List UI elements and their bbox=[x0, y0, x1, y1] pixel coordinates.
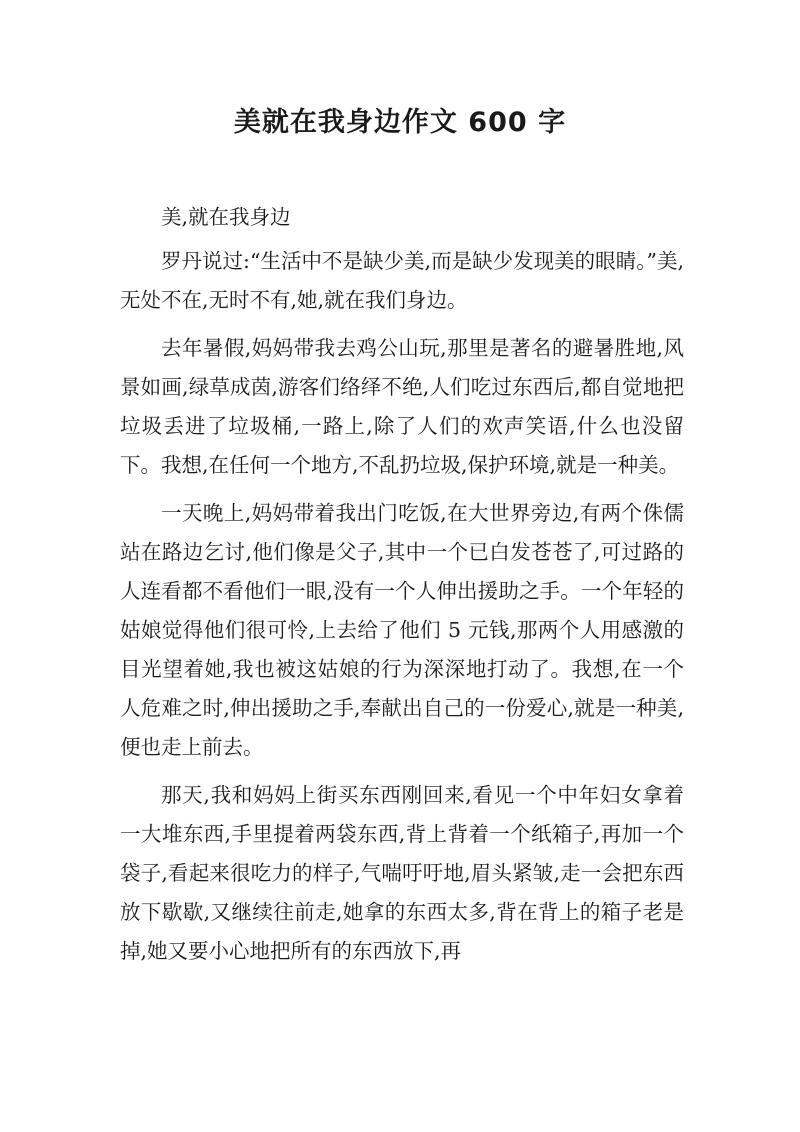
paragraph: 一天晚上,妈妈带着我出门吃饭,在大世界旁边,有两个侏儒站在路边乞讨,他们像是父子,其中一个已白发苍苍了,可过路的人连看都不看他们一眼,没有一个人伸出援助之手。一个年轻的姑娘觉得他们很可怜,上去给了他们 5 元钱,那两个人用感激的目光望着她,我也被这姑娘的行为深深地打动了。我想,在一个人危难之时,伸出援助之手,奉献出自己的一份爱心,就是一种美,便也走上前去。 bbox=[120, 501, 684, 759]
paragraph: 去年暑假,妈妈带我去鸡公山玩,那里是著名的避暑胜地,风景如画,绿草成茵,游客们络绎不绝,人们吃过东西后,都自觉地把垃圾丢进了垃圾桶,一路上,除了人们的欢声笑语,什么也没留下。我想,在任何一个地方,不乱扔垃圾,保护环境,就是一种美。 bbox=[120, 336, 684, 477]
paragraph: 那天,我和妈妈上街买东西刚回来,看见一个中年妇女拿着一大堆东西,手里提着两袋东西,背上背着一个纸箱子,再加一个袋子,看起来很吃力的样子,气喘吁吁地,眉头紧皱,走一会把东西放下歇歇,又继续往前走,她拿的东西太多,背在背上的箱子老是掉,她又要小心地把所有的东西放下,再 bbox=[120, 783, 684, 963]
document-body bbox=[120, 198, 684, 980]
document-title: 美就在我身边作文 600 字 bbox=[233, 107, 567, 138]
paragraph: 罗丹说过:“生活中不是缺少美,而是缺少发现美的眼睛。”美,无处不在,无时不有,她,就在我们身边。 bbox=[120, 249, 684, 312]
paragraph-subtitle: 美,就在我身边 bbox=[161, 205, 291, 229]
